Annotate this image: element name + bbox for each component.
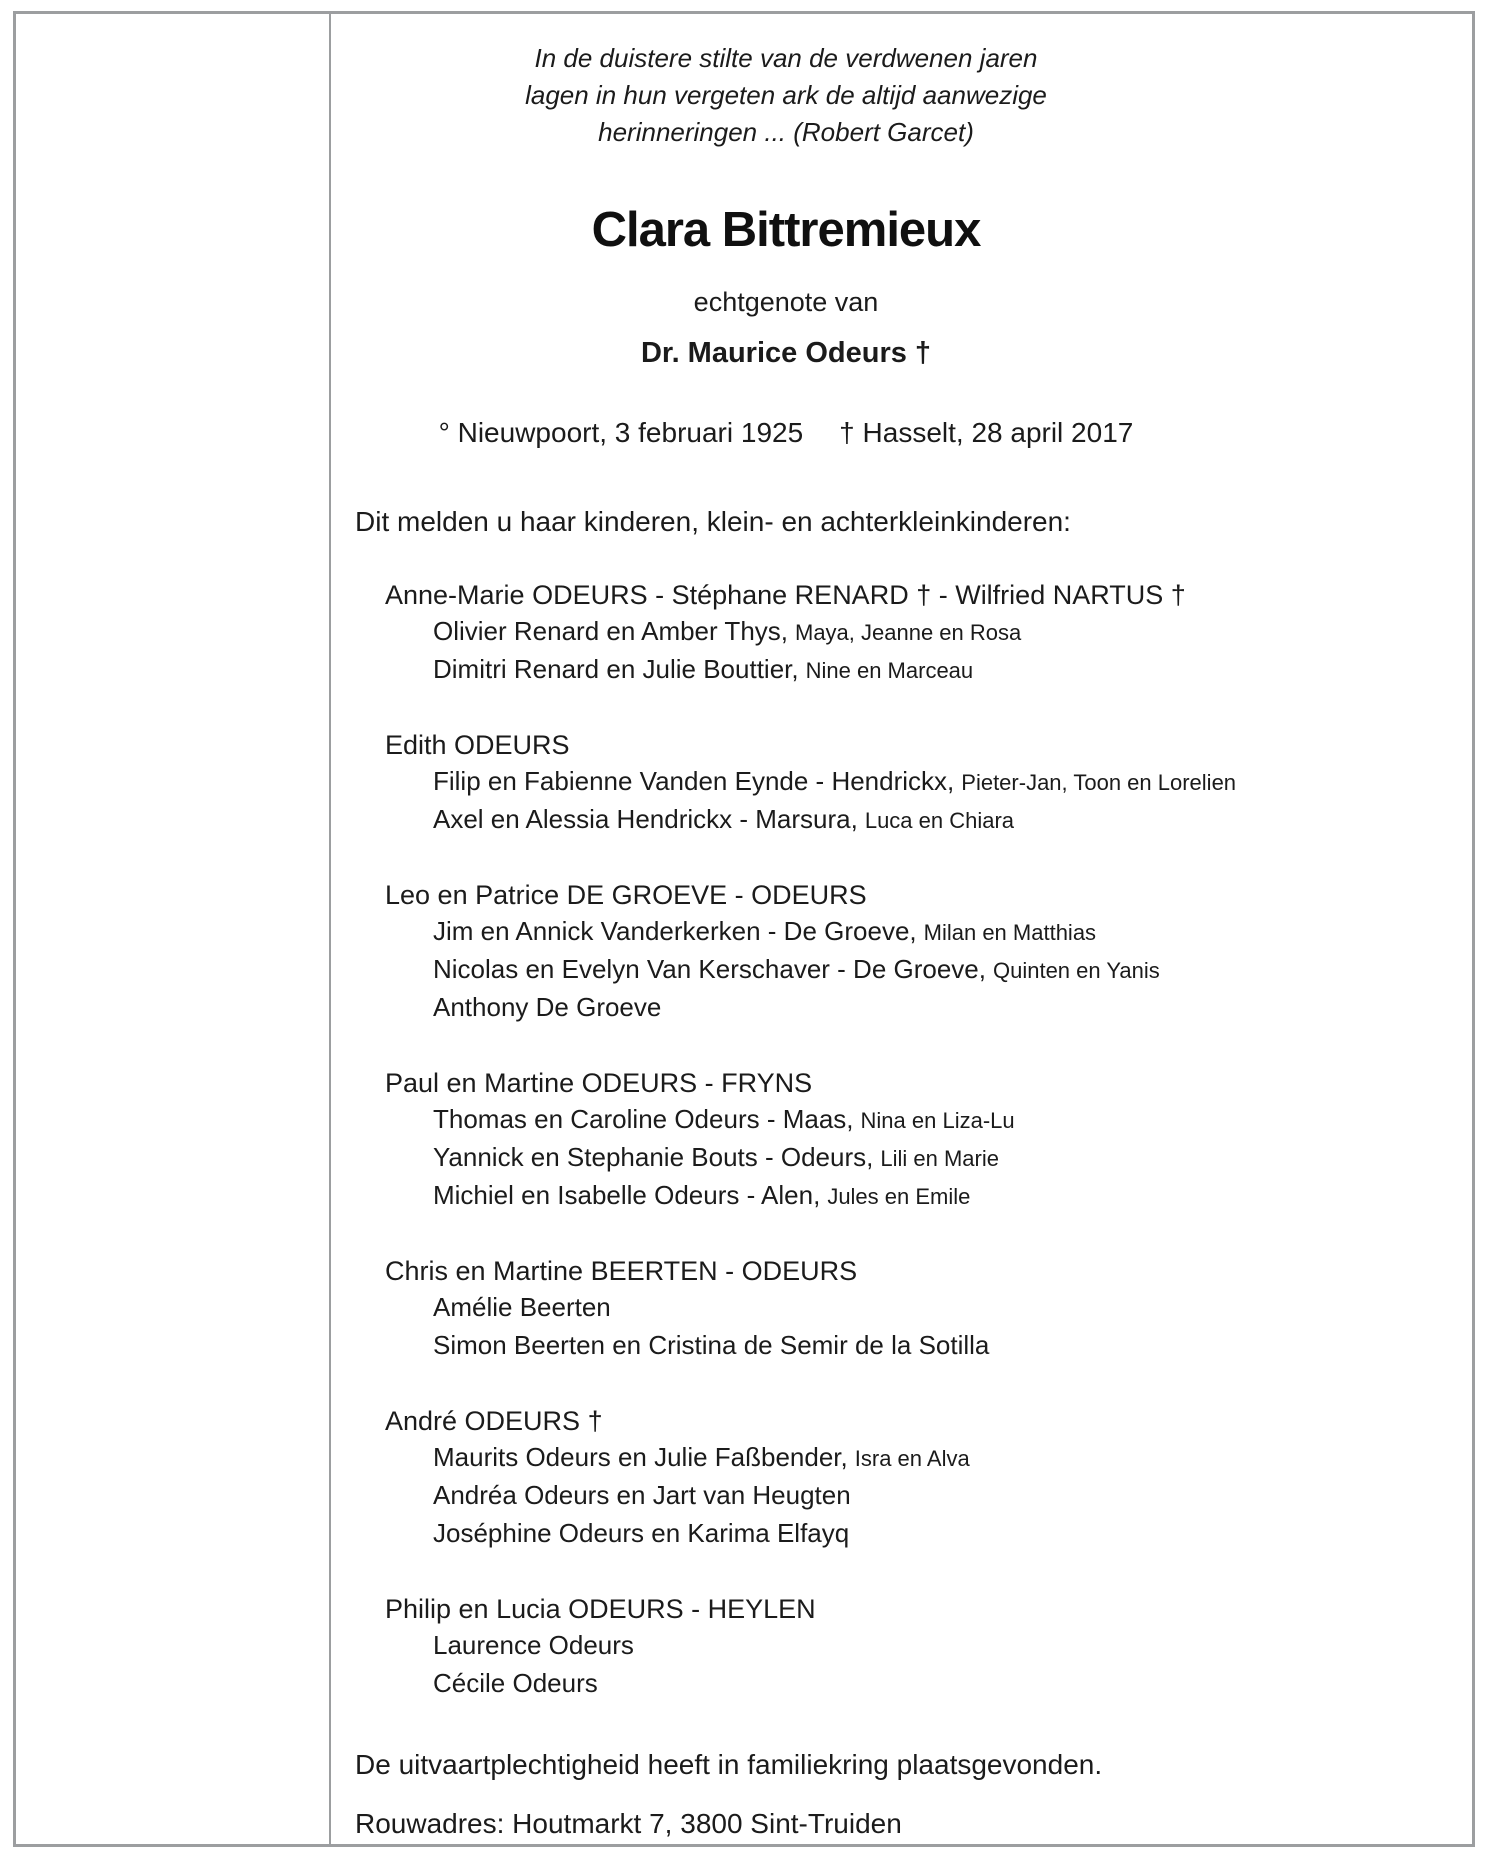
member-main: Michiel en Isabelle Odeurs - Alen, [433, 1180, 821, 1210]
member-main: Laurence Odeurs [433, 1630, 634, 1660]
birth-date: ° Nieuwpoort, 3 februari 1925 [438, 417, 804, 448]
member-main: Andréa Odeurs en Jart van Heugten [433, 1480, 851, 1510]
epigraph-line: lagen in hun vergeten ark de altijd aanwezige [525, 80, 1047, 110]
member-main: Nicolas en Evelyn Van Kerschaver - De Groeve, [433, 954, 986, 984]
family-head: André ODEURS † [385, 1406, 603, 1436]
life-dates [331, 415, 1241, 450]
member-small: Jules en Emile [827, 1184, 971, 1209]
family-head: Leo en Patrice DE GROEVE - ODEURS [385, 880, 867, 910]
family-member [331, 1477, 1241, 1515]
member-main: Olivier Renard en Amber Thys, [433, 616, 788, 646]
family-member [331, 1627, 1241, 1665]
closing-text: De uitvaartplechtigheid heeft in familiekring plaatsgevonden. [355, 1749, 1103, 1780]
member-small: Milan en Matthias [923, 920, 1097, 945]
family-group-6 [331, 1403, 1241, 1553]
member-main: Filip en Fabienne Vanden Eynde - Hendrickx, [433, 766, 955, 796]
member-main: Amélie Beerten [433, 1292, 611, 1322]
death-date: † Hasselt, 28 april 2017 [839, 417, 1134, 448]
family-member [331, 1139, 1241, 1177]
member-small: Nine en Marceau [805, 658, 974, 683]
member-main: Maurits Odeurs en Julie Faßbender, [433, 1442, 848, 1472]
member-small: Luca en Chiara [864, 808, 1015, 833]
member-small: Quinten en Yanis [992, 958, 1160, 983]
family-member [331, 613, 1241, 651]
epigraph-line: In de duistere stilte van de verdwenen jaren [534, 43, 1038, 73]
spouse-name: Dr. Maurice Odeurs † [640, 337, 932, 369]
family-group-2 [331, 727, 1241, 839]
member-main: Joséphine Odeurs en Karima Elfayq [433, 1518, 850, 1548]
member-main: Dimitri Renard en Julie Bouttier, [433, 654, 799, 684]
member-main: Anthony De Groeve [433, 992, 662, 1022]
obituary-card [331, 0, 1241, 1841]
epigraph-line: herinneringen ... (Robert Garcet) [598, 117, 974, 147]
family-member [331, 989, 1241, 1027]
family-group-4 [331, 1065, 1241, 1215]
member-main: Axel en Alessia Hendrickx - Marsura, [433, 804, 858, 834]
member-main: Cécile Odeurs [433, 1668, 598, 1698]
member-main: Jim en Annick Vanderkerken - De Groeve, [433, 916, 917, 946]
family-member [331, 763, 1241, 801]
family-head: Philip en Lucia ODEURS - HEYLEN [385, 1594, 816, 1624]
family-head: Anne-Marie ODEURS - Stéphane RENARD † - Wilfried NARTUS † [385, 580, 1186, 610]
family-member [331, 1327, 1241, 1365]
family-head: Chris en Martine BEERTEN - ODEURS [385, 1256, 858, 1286]
family-member [331, 1439, 1241, 1477]
family-group-5 [331, 1253, 1241, 1365]
family-member [331, 1515, 1241, 1553]
family-member [331, 801, 1241, 839]
member-small: Pieter-Jan, Toon en Lorelien [961, 770, 1237, 795]
relation-label: echtgenote van [693, 287, 879, 317]
member-main: Yannick en Stephanie Bouts - Odeurs, [433, 1142, 874, 1172]
family-member [331, 1177, 1241, 1215]
mourning-address: Rouwadres: Houtmarkt 7, 3800 Sint-Truiden [355, 1808, 902, 1839]
announcement-text: Dit melden u haar kinderen, klein- en achterkleinkinderen: [355, 506, 1071, 537]
family-member [331, 913, 1241, 951]
family-member [331, 1101, 1241, 1139]
member-small: Lili en Marie [880, 1146, 999, 1171]
family-head: Edith ODEURS [385, 730, 570, 760]
family-group-3 [331, 877, 1241, 1027]
member-small: Nina en Liza-Lu [860, 1108, 1015, 1133]
member-small: Maya, Jeanne en Rosa [795, 620, 1022, 645]
member-main: Simon Beerten en Cristina de Semir de la Sotilla [433, 1330, 990, 1360]
epigraph [331, 40, 1241, 151]
family-head: Paul en Martine ODEURS - FRYNS [385, 1068, 813, 1098]
family-member [331, 1665, 1241, 1703]
family-member [331, 651, 1241, 689]
family-member [331, 1289, 1241, 1327]
member-main: Thomas en Caroline Odeurs - Maas, [433, 1104, 854, 1134]
family-group-7 [331, 1591, 1241, 1703]
family-group-1 [331, 577, 1241, 689]
member-small: Isra en Alva [854, 1446, 970, 1471]
family-member [331, 951, 1241, 989]
deceased-name: Clara Bittremieux [591, 203, 981, 257]
